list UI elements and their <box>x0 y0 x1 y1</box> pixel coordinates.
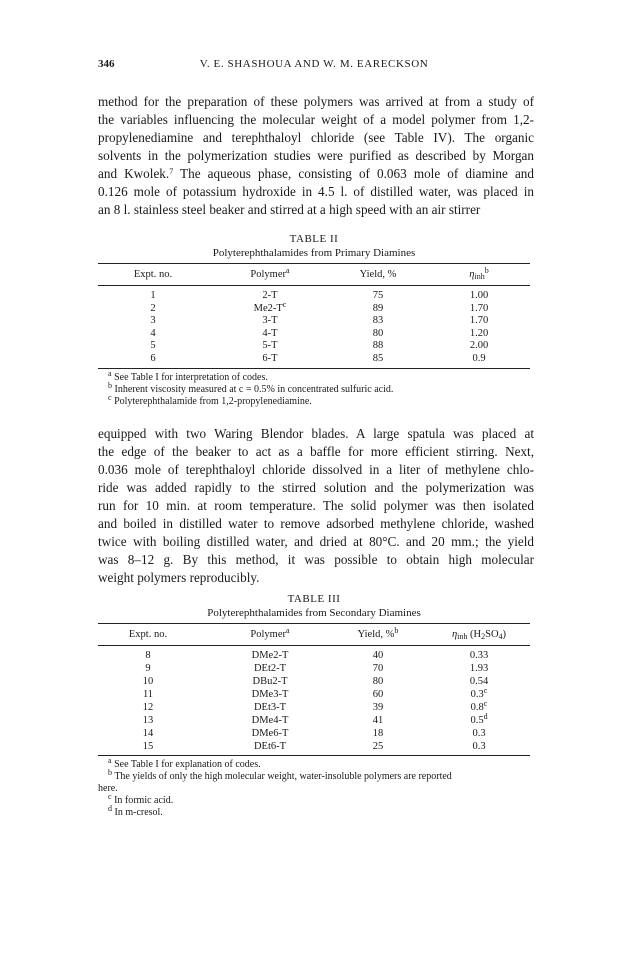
table-row <box>98 676 530 689</box>
table-cell <box>434 686 524 700</box>
footnote-mark: c <box>483 686 488 695</box>
table-cell: 89 <box>372 302 384 314</box>
table-row <box>98 663 530 676</box>
table-cell: 14 <box>142 728 154 739</box>
table-cell: DEt6-T <box>253 741 287 752</box>
table-cell: 8 <box>145 650 151 661</box>
footnote <box>98 792 530 807</box>
table-footnotes <box>98 756 530 819</box>
text-line: propylenediamine and terephthaloyl chloride (see Table IV). The organic <box>98 130 534 145</box>
footnote-text: See Table I for explanation of codes. <box>111 759 261 770</box>
table-row <box>98 328 530 341</box>
header-text: ) <box>502 629 507 640</box>
text-span: and Kwolek. <box>98 166 170 181</box>
cell-text: 0.3 <box>470 689 484 700</box>
table-cell: 1 <box>150 290 156 301</box>
table-row <box>98 650 530 663</box>
table-row <box>98 290 530 303</box>
table-2 <box>98 233 530 408</box>
table-cell: 12 <box>142 702 154 713</box>
footnote <box>98 381 530 396</box>
text-line: 0.126 mole of potassium hydroxide in 4.5 l. of distilled water, was placed in <box>98 184 534 199</box>
text-line: weight polymers reproducibly. <box>98 570 260 585</box>
footnote <box>98 369 530 384</box>
column-header <box>230 626 310 640</box>
text-line: 0.036 mole of terephthaloyl chloride dissolved in a liter of methylene chlo- <box>98 462 534 477</box>
table-row <box>98 315 530 328</box>
text-line: was 8–12 g. By this method, it was possible to obtain high molecular <box>98 552 534 567</box>
table-cell: DMe4-T <box>251 715 289 726</box>
footnote <box>98 756 530 771</box>
column-header: Expt. no. <box>133 269 173 280</box>
table-cell: 80 <box>372 327 384 339</box>
table-cell: 0.3 <box>472 728 486 739</box>
table-row <box>98 353 530 366</box>
table-cell: 4-T <box>262 327 278 339</box>
table-top-rule <box>98 263 530 264</box>
table-cell: DMe3-T <box>251 689 289 700</box>
table-cell <box>434 712 524 726</box>
table-cell: 2 <box>150 302 156 314</box>
footnote-mark: c <box>108 792 112 801</box>
header-text: (H <box>467 629 482 640</box>
footnote-text: The yields of only the high molecular weight, water-insoluble polymers are reported <box>112 771 452 782</box>
table-cell: 10 <box>142 676 154 687</box>
reference-mark: 7 <box>169 167 174 176</box>
text-line: run for 10 min. at room temperature. The solid polymer was then isolated <box>98 498 534 513</box>
running-title: V. E. SHASHOUA AND W. M. EARECKSON <box>199 58 429 70</box>
footnote-mark: b <box>484 266 489 275</box>
table-cell: 1.93 <box>469 663 489 674</box>
header-subscript: inh <box>457 632 468 641</box>
table-row <box>98 741 530 754</box>
table-cell: 83 <box>372 315 384 326</box>
table-cell: 3 <box>150 315 156 326</box>
table-title: Polyterephthalamides from Secondary Diamines <box>207 607 421 619</box>
table-3 <box>98 593 530 828</box>
table-cell: 6-T <box>262 352 278 364</box>
body-paragraph-2 <box>98 425 534 587</box>
footnote-mark: b <box>108 768 112 777</box>
column-header: Expt. no. <box>128 629 168 640</box>
table-bottom-rule <box>98 755 530 756</box>
table-footnotes <box>98 369 530 408</box>
table-row <box>98 712 530 728</box>
table-cell: 70 <box>372 663 384 674</box>
column-header <box>434 629 524 640</box>
table-bottom-rule <box>98 368 530 369</box>
table-cell: 3-T <box>262 315 278 326</box>
table-cell: 25 <box>372 741 384 752</box>
cell-text: 0.5 <box>470 715 484 726</box>
footnote <box>98 804 530 819</box>
footnote <box>98 393 530 408</box>
footnote-text: Inherent viscosity measured at c = 0.5% in concentrated sulfuric acid. <box>112 384 394 395</box>
table-title: Polyterephthalamides from Primary Diamines <box>212 247 416 259</box>
table-cell: 85 <box>372 352 384 364</box>
table-cell: 0.3 <box>472 741 486 752</box>
footnote-text: In m-cresol. <box>112 807 163 818</box>
footnote-text: Polyterephthalamide from 1,2-propylenediamine. <box>111 396 312 407</box>
table-header-rule <box>98 645 530 646</box>
table-cell: 18 <box>372 728 384 739</box>
body-paragraph-1 <box>98 93 534 219</box>
table-header-rule <box>98 285 530 286</box>
footnote-text: here. <box>98 783 118 794</box>
table-cell: 5-T <box>262 340 278 351</box>
footnote-mark: c <box>108 393 112 402</box>
table-cell: 5 <box>150 340 156 351</box>
table-caption: TABLE II <box>289 233 339 245</box>
text-line: twice with boiling distilled water, and dried at 80°C. and 20 mm.; the yield <box>98 534 534 549</box>
footnote-text: In formic acid. <box>111 795 174 806</box>
text-line: method for the preparation of these polymers was arrived at from a study of <box>98 94 534 109</box>
table-cell <box>230 299 310 314</box>
table-cell: 2.00 <box>469 340 489 351</box>
header-symbol: η <box>469 269 475 280</box>
header-text: Polymer <box>250 269 287 280</box>
table-cell: 4 <box>150 327 156 339</box>
text-line: the variables influencing the molecular weight of a model polymer from 1,2- <box>98 112 534 127</box>
header-text: Yield, % <box>357 629 395 640</box>
footnote-mark: b <box>394 626 399 635</box>
table-row <box>98 686 530 702</box>
footnote <box>98 768 530 783</box>
table-cell: 6 <box>150 352 156 364</box>
header-subscript: 2 <box>481 632 486 641</box>
text-line: solvents in the polymerization studies were purified as described by Morgan <box>98 148 534 163</box>
header-text: Polymer <box>250 629 287 640</box>
header-symbol: η <box>451 629 458 640</box>
footnote-mark: a <box>286 626 290 635</box>
column-header: Yield, % <box>359 269 397 280</box>
footnote-mark: d <box>483 712 488 721</box>
table-cell: 11 <box>142 689 154 700</box>
table-cell: 1.70 <box>469 315 489 326</box>
column-header <box>444 266 514 281</box>
table-cell: 41 <box>372 715 384 726</box>
table-cell: DEt2-T <box>253 663 287 674</box>
table-cell <box>434 699 524 713</box>
table-cell: 40 <box>372 650 384 661</box>
table-cell: 0.9 <box>472 352 486 364</box>
text-line: the edge of the beaker to act as a baffle for more efficient stirring. Next, <box>98 444 534 459</box>
table-cell: 1.00 <box>469 290 489 301</box>
table-cell: 80 <box>372 676 384 687</box>
table-top-rule <box>98 623 530 624</box>
table-cell: 15 <box>142 741 154 752</box>
cell-text: 0.8 <box>470 702 484 713</box>
footnote-mark: b <box>108 381 112 390</box>
cell-text: Me2-T <box>253 302 283 314</box>
table-cell: DMe6-T <box>251 728 289 739</box>
text-line: ride was added rapidly to the stirred solution and the polymerization was <box>98 480 534 495</box>
table-cell: DEt3-T <box>253 702 287 713</box>
text-line: and boiled in distilled water to remove adsorbed methylene chloride, washed <box>98 516 534 531</box>
table-cell: 75 <box>372 290 384 301</box>
header-subscript: inh <box>474 272 485 281</box>
footnote-mark: a <box>108 756 112 765</box>
footnote <box>98 783 530 795</box>
text-span: The aqueous phase, consisting of 0.063 mole of diamine and <box>173 166 534 181</box>
text-line: equipped with two Waring Blendor blades. A large spatula was placed at <box>98 426 534 441</box>
running-header <box>98 58 530 74</box>
table-cell: 13 <box>142 715 154 726</box>
table-cell: 0.54 <box>469 676 489 687</box>
header-subscript: 4 <box>498 632 503 641</box>
column-header <box>338 626 418 640</box>
column-header <box>230 266 310 280</box>
text-line: an 8 l. stainless steel beaker and stirred at a high speed with an air stirrer <box>98 202 481 217</box>
table-cell: 2-T <box>262 290 278 301</box>
table-cell: 0.33 <box>469 650 489 661</box>
header-text: SO <box>485 629 499 640</box>
table-row <box>98 340 530 353</box>
footnote-text: See Table I for interpretation of codes. <box>111 372 268 383</box>
table-cell: 9 <box>145 663 151 674</box>
table-cell: 60 <box>372 689 384 700</box>
footnote-mark: c <box>282 299 287 309</box>
table-cell: 39 <box>372 702 384 713</box>
page-number: 346 <box>98 58 115 70</box>
table-row <box>98 699 530 715</box>
table-caption: TABLE III <box>287 593 341 605</box>
table-cell: 1.20 <box>469 327 489 339</box>
table-row <box>98 299 530 316</box>
footnote-mark: d <box>108 804 112 813</box>
footnote-mark: a <box>108 369 112 378</box>
table-cell: 88 <box>372 340 384 351</box>
table-cell: 1.70 <box>469 302 489 314</box>
footnote-mark: a <box>286 266 290 275</box>
table-cell: DBu2-T <box>252 676 288 687</box>
text-line <box>98 165 534 183</box>
table-cell: DMe2-T <box>251 650 289 661</box>
table-row <box>98 728 530 741</box>
footnote-mark: c <box>483 699 488 708</box>
